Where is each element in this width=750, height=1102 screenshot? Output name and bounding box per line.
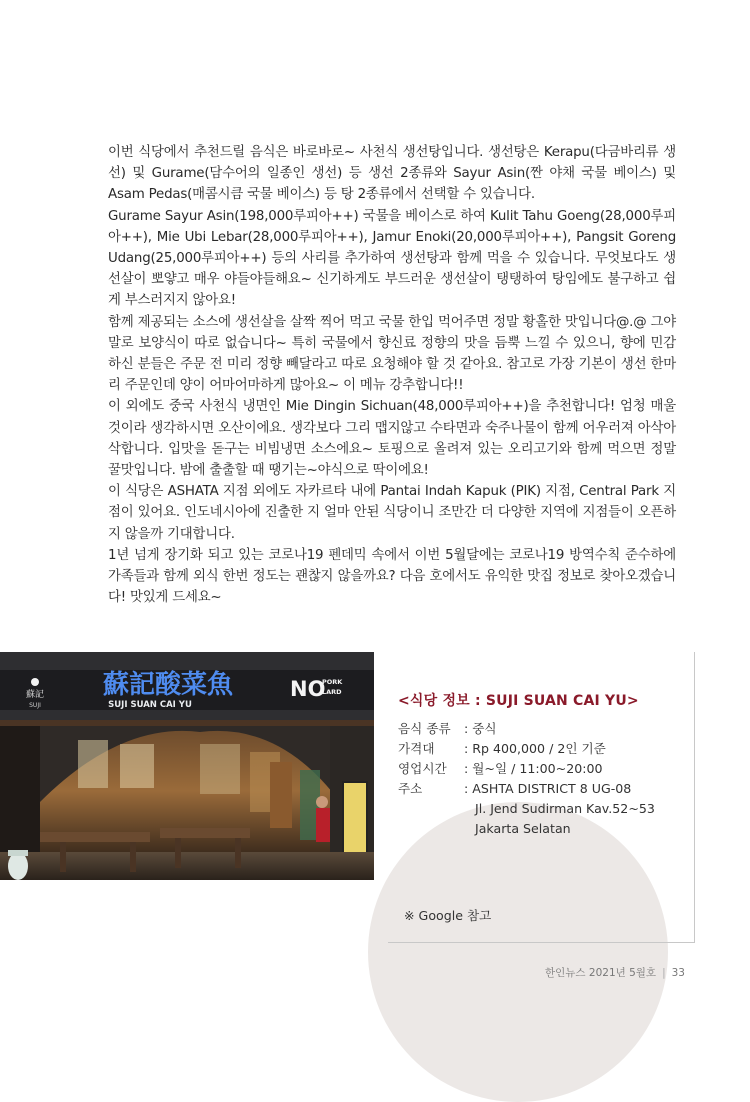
info-row-cuisine bbox=[398, 719, 708, 739]
info-label: 영업시간 bbox=[398, 761, 447, 776]
restaurant-photo bbox=[0, 652, 374, 880]
info-label: 주소 bbox=[398, 781, 423, 796]
article-body bbox=[108, 142, 676, 608]
restaurant-info bbox=[398, 690, 708, 839]
decorative-circle bbox=[368, 802, 668, 1102]
info-label: 음식 종류 bbox=[398, 721, 451, 736]
info-label: 가격대 bbox=[398, 741, 435, 756]
article-paragraph-4: 이 외에도 중국 사천식 냉면인 Mie Dingin Sichuan(48,000루피아++)을 추천합니다! 엄청 매울 것이라 생각하시면 오산이에요. 생각보다 그리 맵지않고 수타면과 숙주나물이 함께 어우러져 아삭아삭합니다. 입맛을 돋구는 비빔냉면 소스에요~ 토핑으로 올려져 있는 오리고기와 함께 먹으면 정말 꿀맛입니다. 밤에 출출할 때 땡기는~야식으로 딱이에요! bbox=[108, 399, 676, 479]
no-pork-sign: NO bbox=[290, 677, 326, 701]
article-paragraph-5: 이 식당은 ASHATA 지점 외에도 자카르타 내에 Pantai Indah Kapuk (PIK) 지점, Central Park 지점이 있어요. 인도네시아에 진출한 지 얼마 안된 식당이니 조만간 더 다양한 지역에 지점들이 오픈하지 않을까 기대합니다. bbox=[108, 484, 676, 542]
info-value: : Rp 400,000 / 2인 기준 bbox=[464, 741, 606, 756]
frame-horizontal-line bbox=[388, 942, 695, 943]
article-paragraph-3: 함께 제공되는 소스에 생선살을 살짝 찍어 먹고 국물 한입 먹어주면 정말 황홀한 맛입니다@.@ 그야말로 보양식이 따로 없습니다~ 특히 국물에서 향신료 정향의 맛을 듬뿍 느낄 수 있으니, 향에 민감하신 분들은 주문 전 미리 정향 빼달라고 따로 요청해야 할 것 같아요. 참고로 가장 기본이 생선 한마리 주문인데 양이 어마어마하게 많아요~ 이 메뉴 강추합니다!! bbox=[108, 314, 676, 394]
article-paragraph-2: Gurame Sayur Asin(198,000루피아++) 국물을 베이스로 하여 Kulit Tahu Goeng(28,000루피아++), Mie Ubi Lebar(28,000루피아++), Jamur Enoki(20,000루피아++), Pangsit Goreng Udang(25,000루피아++) 등의 사리를 추가하여 생선탕과 함께 먹을 수 있습니다. 무엇보다도 생선살이 뽀얗고 매우 야들야들해요~ 신기하게도 부드러운 생선살이 탱탱하여 탕임에도 불구하고 쉽게 부스러지지 않아요! bbox=[108, 208, 676, 309]
page-footer bbox=[545, 965, 685, 980]
article-paragraph-1: 이번 식당에서 추천드릴 음식은 바로바로~ 사천식 생선탕입니다. 생선탕은 Kerapu(다금바리류 생선) 및 Gurame(담수어의 일종인 생선) 등 생선 2종류와 Sayur Asin(짠 야채 국물 베이스) 및 Asam Pedas(매콤시큼 국물 베이스) 등 탕 2종류에서 선택할 수 있습니다. bbox=[108, 145, 676, 203]
info-row-hours bbox=[398, 759, 708, 779]
article-paragraph-6: 1년 넘게 장기화 되고 있는 코로나19 펜데믹 속에서 이번 5월달에는 코로나19 방역수칙 준수하에 가족들과 함께 외식 한번 정도는 괜찮지 않을까요? 다음 호에서도 유익한 맛집 정보로 찾아오겠습니다! 맛있게 드세요~ bbox=[108, 547, 676, 606]
sign-roman-name: SUJI SUAN CAI YU bbox=[108, 700, 192, 710]
info-value: : 중식 bbox=[464, 721, 497, 736]
info-row-address bbox=[398, 779, 708, 799]
info-row-price bbox=[398, 739, 708, 759]
source-note: ※ Google 참고 bbox=[404, 908, 492, 923]
sign-small-logo-top: 蘇記 bbox=[25, 690, 45, 700]
info-value: : ASHTA DISTRICT 8 UG-08 bbox=[464, 781, 632, 796]
info-title: <식당 정보 : SUJI SUAN CAI YU> bbox=[398, 693, 639, 709]
sign-small-logo-bottom: SUJI bbox=[29, 702, 41, 709]
footer-separator: | bbox=[662, 967, 666, 979]
address-line-3: Jakarta Selatan bbox=[475, 821, 571, 836]
no-pork-sign-top: PORK bbox=[322, 678, 343, 686]
page-number: 33 bbox=[671, 967, 685, 979]
info-value: : 월~일 / 11:00~20:00 bbox=[464, 761, 603, 776]
sign-chinese-name: 蘇記酸菜魚 bbox=[102, 670, 234, 700]
no-pork-sign-bottom: LARD bbox=[322, 688, 342, 696]
issue-label: 한인뉴스 2021년 5월호 bbox=[545, 967, 657, 979]
address-line-2: Jl. Jend Sudirman Kav.52~53 bbox=[475, 801, 655, 816]
